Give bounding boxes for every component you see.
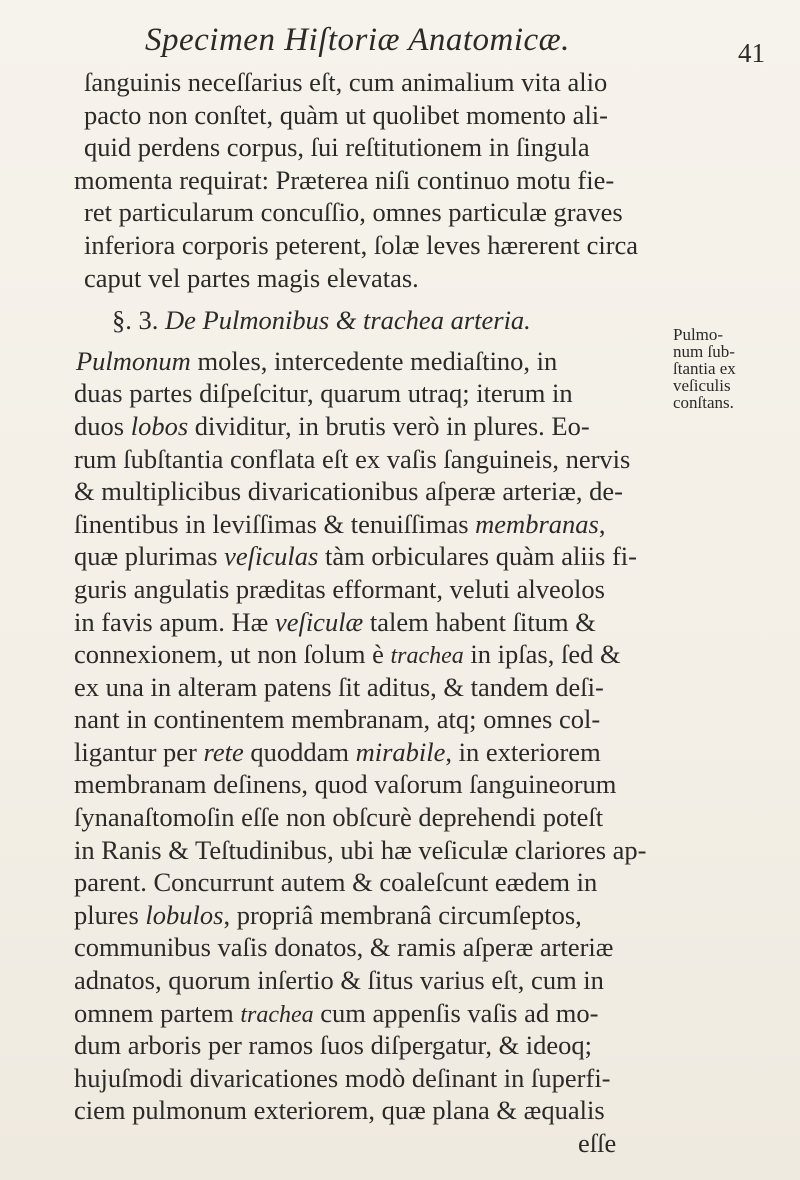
marginal-line: ſtantia ex	[673, 359, 736, 378]
text-line	[60, 736, 660, 769]
marginal-line: num ſub-	[673, 342, 735, 361]
text-line: rum ſubſtantia conflata eſt ex vaſis ſanguineis, nervis	[74, 443, 631, 474]
marginal-line: Pulmo-	[673, 325, 724, 344]
text-run: connexionem, ut non ſolum è	[74, 639, 384, 670]
running-head-title: Specimen Hiſtoriæ Anatomicæ.	[145, 22, 570, 58]
term-vesiculae: veſiculæ	[274, 606, 364, 637]
text-line: guris angulatis præditas efformant, veluti alveolos	[74, 573, 605, 604]
text-line: adnatos, quorum inſertio & ſitus varius eſt, cum in	[74, 965, 604, 996]
text-line: duas partes diſpeſcitur, quarum utraq; iterum in	[74, 378, 573, 409]
marginal-note	[673, 326, 793, 411]
text-line: in Ranis & Teſtudinibus, ubi hæ veſiculæ clariores ap-	[74, 834, 647, 865]
text-line	[60, 997, 660, 1030]
marginal-line: conſtans.	[673, 393, 734, 412]
text-run: omnem partem	[74, 997, 234, 1028]
text-line	[60, 540, 660, 573]
text-line: momenta requirat: Præterea niſi continuo motu fie-	[74, 164, 615, 195]
text-run: plures	[74, 899, 139, 930]
text-line: dum arboris per ramos ſuos diſpergatur, & ideoq;	[74, 1030, 593, 1061]
text-line: communibus vaſis donatos, & ramis aſperæ arteriæ	[74, 932, 614, 963]
text-run: in ipſas, ſed &	[470, 639, 621, 670]
text-run: , in exteriorem	[445, 736, 601, 767]
section-title: De Pulmonibus & trachea arteria.	[165, 305, 531, 336]
section-heading	[60, 304, 660, 337]
text-line: ret particularum concuſſio, omnes particulæ graves	[84, 197, 623, 228]
text-line: caput vel partes magis elevatas.	[84, 262, 419, 293]
section-number: §. 3.	[112, 305, 159, 336]
text-run: in favis apum. Hæ	[74, 606, 269, 637]
text-line	[60, 606, 660, 639]
term-membranas: membranas	[475, 508, 599, 539]
text-run: quæ plurimas	[74, 541, 218, 572]
term-rete: rete	[203, 736, 244, 767]
text-line	[60, 345, 660, 378]
text-run: talem habent ſitum &	[369, 606, 596, 637]
running-head	[0, 22, 800, 72]
text-run: cum appenſis vaſis ad mo-	[320, 997, 599, 1028]
term-lobos: lobos	[130, 410, 189, 441]
text-line: & multiplicibus divaricationibus aſperæ arteriæ, de-	[74, 476, 624, 507]
text-line	[60, 508, 660, 541]
term-vesiculas: veſiculas	[224, 541, 319, 572]
catchword: eſſe	[578, 1128, 617, 1158]
text-run: ,	[598, 508, 606, 539]
text-run: , propriâ membranâ circumſeptos,	[223, 899, 582, 930]
term-mirabile: mirabile	[355, 736, 446, 767]
text-line: nant in continentem membranam, atq; omnes col-	[74, 704, 601, 735]
text-line: ciem pulmonum exteriorem, quæ plana & æqualis	[74, 1095, 605, 1126]
text-line: ſanguinis neceſſarius eſt, cum animalium vita alio	[84, 67, 608, 97]
page-number: 41	[738, 38, 765, 68]
text-line	[60, 899, 660, 932]
marginal-line: veſiculis	[673, 376, 731, 395]
text-line	[60, 638, 660, 671]
text-run: dividitur, in brutis verò in plures. Eo-	[194, 410, 590, 441]
term-trachea: trachea	[240, 1001, 314, 1028]
text-line: pacto non conſtet, quàm ut quolibet momento ali-	[84, 99, 608, 130]
term-trachea: trachea	[390, 643, 464, 670]
term-pulmonum: Pulmonum	[76, 345, 191, 376]
text-run: moles, intercedente mediaſtino, in	[197, 345, 558, 376]
text-run: ſinentibus in leviſſimas & tenuiſſimas	[74, 508, 469, 539]
text-run: ligantur per	[74, 736, 197, 767]
text-line	[60, 410, 660, 443]
body-text	[60, 66, 660, 1160]
text-line: ex una in alteram patens ſit aditus, & tandem deſi-	[74, 671, 604, 702]
text-line: parent. Concurrunt autem & coaleſcunt eædem in	[74, 867, 598, 898]
text-line: inferiora corporis peterent, ſolæ leves hærerent circa	[84, 229, 639, 260]
text-line: quid perdens corpus, ſui reſtitutionem in ſingula	[84, 132, 590, 163]
text-run: quoddam	[250, 736, 349, 767]
text-line: hujuſmodi divaricationes modò deſinant in ſuperfi-	[74, 1062, 611, 1093]
text-run: tàm orbiculares quàm aliis fi-	[324, 541, 637, 572]
text-line: membranam deſinens, quod vaſorum ſanguineorum	[74, 769, 617, 800]
text-run: duos	[74, 410, 125, 441]
term-lobulos: lobulos	[145, 899, 224, 930]
text-line: ſynanaſtomoſin eſſe non obſcurè deprehendi poteſt	[74, 802, 604, 833]
